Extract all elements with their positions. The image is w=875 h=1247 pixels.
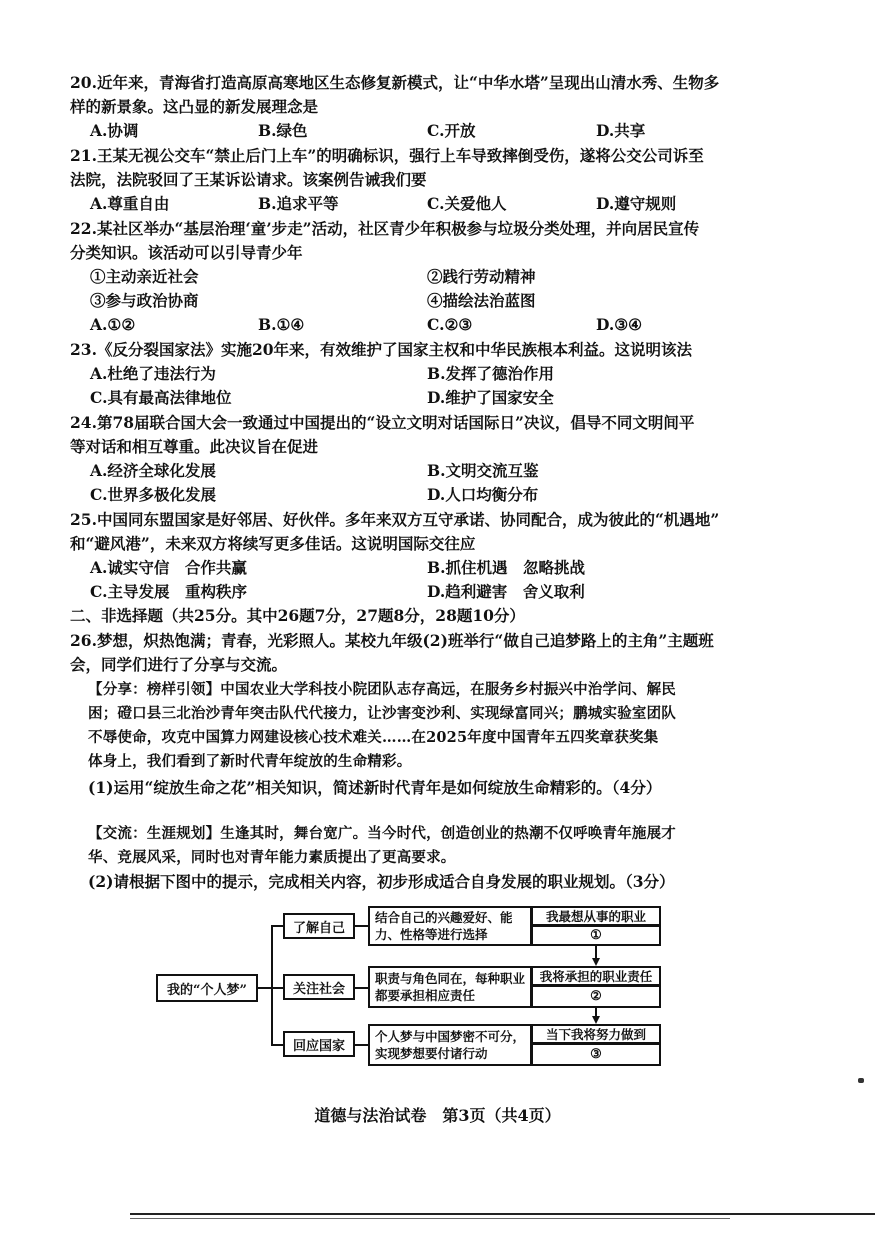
q26-stem-line1: 26.梦想，炽热饱满；青春，光彩照人。某校九年级(2)班举行“做自己追梦路上的主角”主题班 — [70, 631, 714, 650]
scan-edge-line — [130, 1213, 875, 1215]
q22-stem-line1: 22.某社区举办“基层治理‘童’步走”活动，社区青少年积极参与垃圾分类处理，并向居民宣传 — [70, 219, 700, 238]
q20-option-d: D.共享 — [596, 121, 646, 140]
diagram-root-box — [156, 974, 258, 1002]
diagram-label-know-self: 了解自己 — [292, 920, 345, 936]
q21-option-a: A.尊重自由 — [90, 194, 170, 213]
connector-mid-1 — [355, 925, 368, 927]
q24-option-d: D.人口均衡分布 — [427, 485, 539, 504]
diagram-desc-box-3 — [368, 1024, 532, 1066]
q24-stem-line2: 等对话和相互尊重。此决议旨在促进 — [70, 437, 319, 456]
q20-option-c: C.开放 — [427, 121, 476, 140]
q24-option-b: B.文明交流互鉴 — [427, 461, 539, 480]
q23-option-a: A.杜绝了违法行为 — [90, 364, 216, 383]
diagram-answer-label-2: 我将承担的职业责任 — [539, 969, 653, 984]
q20-stem-line2: 样的新景象。这凸显的新发展理念是 — [70, 97, 319, 116]
q26-stem-line2: 会，同学们进行了分享与交流。 — [70, 655, 288, 674]
diagram-box-society — [283, 974, 355, 1000]
q25-option-c: C.主导发展 重构秩序 — [90, 582, 247, 601]
arrow-shaft-2 — [595, 1008, 597, 1016]
q25-option-a: A.诚实守信 合作共赢 — [90, 558, 247, 577]
q26-material1-line4: 体身上，我们看到了新时代青年绽放的生命精彩。 — [88, 753, 412, 770]
q25-option-d: D.趋利避害 舍义取利 — [427, 582, 585, 601]
q23-option-c: C.具有最高法律地位 — [90, 388, 232, 407]
q22-statement-2: ②践行劳动精神 — [427, 267, 536, 286]
diagram-label-nation: 回应国家 — [292, 1038, 345, 1054]
q22-option-b: B.①④ — [258, 315, 305, 334]
connector-branch-2 — [271, 987, 283, 989]
diagram-desc-2: 职责与角色同在，每种职业都要承担相应责任 — [375, 971, 526, 1003]
arrow-shaft-1 — [595, 946, 597, 958]
q26-sub-question-1: (1)运用“绽放生命之花”相关知识，简述新时代青年是如何绽放生命精彩的。（4分） — [88, 778, 662, 797]
diagram-answer-label-1: 我最想从事的职业 — [545, 909, 646, 924]
diagram-blank-marker-2: ② — [590, 989, 602, 1004]
diagram-answer-blank-2 — [531, 985, 661, 1008]
q23-option-b: B.发挥了德治作用 — [427, 364, 554, 383]
q25-stem-line1: 25.中国同东盟国家是好邻居、好伙伴。多年来双方互守承诺、协同配合，成为彼此的“机遇地” — [70, 510, 720, 529]
diagram-label-society: 关注社会 — [292, 981, 345, 997]
q22-statement-1: ①主动亲近社会 — [90, 267, 199, 286]
q26-material2-line2: 华、竞展风采，同时也对青年能力素质提出了更高要求。 — [88, 849, 456, 866]
q21-stem-line1: 21.王某无视公交车“禁止后门上车”的明确标识，强行上车导致摔倒受伤，遂将公交公司诉至 — [70, 146, 704, 165]
diagram-root-label: 我的“个人梦” — [167, 982, 247, 998]
q24-option-a: A.经济全球化发展 — [90, 461, 216, 480]
q25-stem-line2: 和“避风港”，未来双方将续写更多佳话。这说明国际交往应 — [70, 534, 476, 553]
q21-option-d: D.遵守规则 — [596, 194, 677, 213]
connector-mid-2 — [355, 987, 368, 989]
diagram-desc-1: 结合自己的兴趣爱好、能力、性格等进行选择 — [375, 910, 513, 942]
scan-speck — [858, 1078, 864, 1083]
diagram-blank-marker-1: ① — [590, 928, 602, 943]
diagram-box-nation — [283, 1031, 355, 1057]
diagram-answer-header-1 — [531, 906, 661, 926]
q22-option-a: A.①② — [90, 315, 136, 334]
connector-branch-3 — [271, 1044, 283, 1046]
diagram-answer-label-3: 当下我将努力做到 — [545, 1027, 646, 1042]
q26-material2-line1: 【交流：生涯规划】生逢其时，舞台宽广。当今时代，创造创业的热潮不仅呼唤青年施展才 — [88, 825, 676, 842]
q20-option-a: A.协调 — [90, 121, 139, 140]
connector-mid-3 — [355, 1044, 368, 1046]
q20-stem-line1: 20.近年来，青海省打造高原高寒地区生态修复新模式，让“中华水塔”呈现出山清水秀、生物多 — [70, 73, 720, 92]
q25-option-b: B.抓住机遇 忽略挑战 — [427, 558, 585, 577]
q22-statement-4: ④描绘法治蓝图 — [427, 291, 536, 310]
part2-heading: 二、非选择题（共25分。其中26题7分，27题8分，28题10分） — [70, 606, 525, 625]
q20-option-b: B.绿色 — [258, 121, 308, 140]
connector-branch-1 — [271, 925, 283, 927]
diagram-answer-header-2 — [531, 966, 661, 986]
q26-sub-question-2: (2)请根据下图中的提示，完成相关内容，初步形成适合自身发展的职业规划。（3分） — [88, 872, 675, 891]
q22-option-c: C.②③ — [427, 315, 473, 334]
q26-material1-line2: 困；磴口县三北治沙青年突击队代代接力，让沙害变沙利、实现绿富同兴；鹏城实验室团队 — [88, 705, 676, 722]
q23-option-d: D.维护了国家安全 — [427, 388, 554, 407]
q26-material1-line1: 【分享：榜样引领】中国农业大学科技小院团队志存高远，在服务乡村振兴中治学问、解民 — [88, 681, 676, 698]
q21-option-c: C.关爱他人 — [427, 194, 507, 213]
q24-option-c: C.世界多极化发展 — [90, 485, 216, 504]
q22-stem-line2: 分类知识。该活动可以引导青少年 — [70, 243, 303, 262]
diagram-answer-header-3 — [531, 1024, 661, 1044]
scan-edge-line-2 — [130, 1218, 730, 1219]
q21-option-b: B.追求平等 — [258, 194, 339, 213]
page-footer: 道德与法治试卷 第3页（共4页） — [314, 1106, 561, 1125]
arrow-down-icon — [592, 958, 600, 966]
q22-option-d: D.③④ — [596, 315, 643, 334]
diagram-blank-marker-3: ③ — [590, 1047, 602, 1062]
connector-trunk — [271, 925, 273, 1045]
diagram-desc-box-2 — [368, 966, 532, 1008]
connector-root — [258, 987, 272, 989]
q24-stem-line1: 24.第78届联合国大会一致通过中国提出的“设立文明对话国际日”决议，倡导不同文明间平 — [70, 413, 695, 432]
diagram-desc-box-1 — [368, 906, 532, 946]
q26-material1-line3: 不辱使命，攻克中国算力网建设核心技术难关……在2025年度中国青年五四奖章获奖集 — [88, 729, 659, 746]
diagram-desc-3: 个人梦与中国梦密不可分，实现梦想要付诸行动 — [375, 1029, 526, 1061]
q21-stem-line2: 法院，法院驳回了王某诉讼请求。该案例告诫我们要 — [70, 170, 427, 189]
q23-stem-line1: 23.《反分裂国家法》实施20年来，有效维护了国家主权和中华民族根本利益。这说明该法 — [70, 340, 693, 359]
q22-statement-3: ③参与政治协商 — [90, 291, 199, 310]
diagram-box-know-self — [283, 913, 355, 939]
arrow-down-icon — [592, 1016, 600, 1024]
diagram-answer-blank-3 — [531, 1043, 661, 1066]
diagram-answer-blank-1 — [531, 925, 661, 946]
